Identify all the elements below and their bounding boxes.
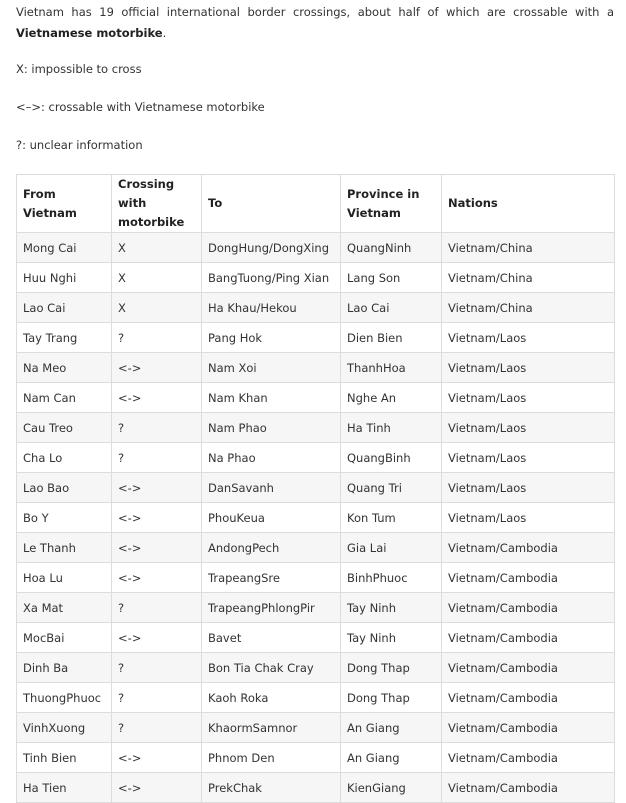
cell-to: Pang Hok	[202, 323, 341, 353]
header-to: To	[202, 175, 341, 233]
cell-province: Dong Thap	[341, 653, 442, 683]
table-row	[17, 653, 615, 683]
cell-from: Lao Bao	[17, 473, 112, 503]
table-row	[17, 503, 615, 533]
cell-nations: Vietnam/Cambodia	[442, 623, 615, 653]
cell-province: QuangBinh	[341, 443, 442, 473]
cell-province: Tay Ninh	[341, 623, 442, 653]
cell-crossing: ?	[112, 653, 202, 683]
cell-crossing: <->	[112, 743, 202, 773]
cell-from: MocBai	[17, 623, 112, 653]
table-row	[17, 683, 615, 713]
cell-from: Na Meo	[17, 353, 112, 383]
cell-crossing: X	[112, 233, 202, 263]
table-header-row	[17, 175, 615, 233]
cell-nations: Vietnam/China	[442, 263, 615, 293]
cell-to: Bon Tia Chak Cray	[202, 653, 341, 683]
cell-nations: Vietnam/China	[442, 233, 615, 263]
intro-text: Vietnam has 19 official international border crossings, about half of which are crossable with a	[16, 5, 614, 19]
cell-province: An Giang	[341, 743, 442, 773]
cell-province: Dien Bien	[341, 323, 442, 353]
table-row	[17, 443, 615, 473]
cell-from: Tay Trang	[17, 323, 112, 353]
legend-crossable: <–>: crossable with Vietnamese motorbike	[16, 100, 265, 114]
cell-from: Dinh Ba	[17, 653, 112, 683]
header-nations: Nations	[442, 175, 615, 233]
cell-nations: Vietnam/Cambodia	[442, 593, 615, 623]
intro-end: .	[162, 26, 167, 40]
cell-crossing: <->	[112, 773, 202, 803]
cell-province: Lang Son	[341, 263, 442, 293]
legend-unclear: ?: unclear information	[16, 138, 143, 152]
cell-province: KienGiang	[341, 773, 442, 803]
cell-nations: Vietnam/Laos	[442, 383, 615, 413]
table-row	[17, 353, 615, 383]
cell-from: Ha Tien	[17, 773, 112, 803]
cell-from: Huu Nghi	[17, 263, 112, 293]
table-row	[17, 233, 615, 263]
cell-nations: Vietnam/Laos	[442, 323, 615, 353]
cell-to: Bavet	[202, 623, 341, 653]
table-row	[17, 773, 615, 803]
cell-nations: Vietnam/Laos	[442, 413, 615, 443]
header-from-vietnam: From Vietnam	[17, 175, 112, 233]
table-row	[17, 713, 615, 743]
cell-from: ThuongPhuoc	[17, 683, 112, 713]
cell-to: BangTuong/Ping Xian	[202, 263, 341, 293]
cell-nations: Vietnam/Laos	[442, 503, 615, 533]
cell-to: Nam Khan	[202, 383, 341, 413]
cell-to: DanSavanh	[202, 473, 341, 503]
cell-province: ThanhHoa	[341, 353, 442, 383]
cell-from: Nam Can	[17, 383, 112, 413]
table-row	[17, 623, 615, 653]
cell-from: Cha Lo	[17, 443, 112, 473]
cell-crossing: <->	[112, 353, 202, 383]
cell-nations: Vietnam/China	[442, 293, 615, 323]
cell-province: Tay Ninh	[341, 593, 442, 623]
cell-province: Kon Tum	[341, 503, 442, 533]
cell-to: TrapeangSre	[202, 563, 341, 593]
cell-nations: Vietnam/Cambodia	[442, 713, 615, 743]
table-row	[17, 743, 615, 773]
cell-crossing: ?	[112, 713, 202, 743]
cell-from: Tinh Bien	[17, 743, 112, 773]
table-row	[17, 593, 615, 623]
cell-crossing: X	[112, 263, 202, 293]
intro-bold-text: Vietnamese motorbike	[16, 26, 163, 40]
border-crossings-table	[16, 174, 615, 803]
cell-nations: Vietnam/Cambodia	[442, 773, 615, 803]
cell-province: Nghe An	[341, 383, 442, 413]
cell-crossing: ?	[112, 443, 202, 473]
header-crossing-with-motorbike: Crossing with motorbike	[112, 175, 202, 233]
table-row	[17, 293, 615, 323]
cell-nations: Vietnam/Laos	[442, 353, 615, 383]
cell-to: Nam Xoi	[202, 353, 341, 383]
cell-province: Quang Tri	[341, 473, 442, 503]
cell-crossing: X	[112, 293, 202, 323]
cell-crossing: <->	[112, 533, 202, 563]
cell-province: QuangNinh	[341, 233, 442, 263]
table-row	[17, 263, 615, 293]
cell-to: PhouKeua	[202, 503, 341, 533]
table-row	[17, 563, 615, 593]
table-row	[17, 383, 615, 413]
cell-crossing: <->	[112, 503, 202, 533]
cell-crossing: <->	[112, 623, 202, 653]
cell-nations: Vietnam/Laos	[442, 443, 615, 473]
cell-to: Nam Phao	[202, 413, 341, 443]
cell-province: Gia Lai	[341, 533, 442, 563]
cell-province: Ha Tinh	[341, 413, 442, 443]
table-row	[17, 533, 615, 563]
cell-to: TrapeangPhlongPir	[202, 593, 341, 623]
legend-impossible: X: impossible to cross	[16, 62, 142, 76]
cell-crossing: <->	[112, 383, 202, 413]
cell-from: VinhXuong	[17, 713, 112, 743]
cell-to: PrekChak	[202, 773, 341, 803]
cell-province: Dong Thap	[341, 683, 442, 713]
cell-to: Phnom Den	[202, 743, 341, 773]
cell-nations: Vietnam/Cambodia	[442, 683, 615, 713]
cell-crossing: ?	[112, 413, 202, 443]
cell-from: Hoa Lu	[17, 563, 112, 593]
cell-province: Lao Cai	[341, 293, 442, 323]
cell-nations: Vietnam/Cambodia	[442, 743, 615, 773]
cell-nations: Vietnam/Laos	[442, 473, 615, 503]
cell-crossing: ?	[112, 323, 202, 353]
table-row	[17, 473, 615, 503]
cell-from: Xa Mat	[17, 593, 112, 623]
cell-province: BinhPhuoc	[341, 563, 442, 593]
cell-province: An Giang	[341, 713, 442, 743]
intro-paragraph	[16, 2, 614, 44]
cell-crossing: <->	[112, 473, 202, 503]
cell-crossing: ?	[112, 683, 202, 713]
cell-to: KhaormSamnor	[202, 713, 341, 743]
cell-from: Mong Cai	[17, 233, 112, 263]
cell-to: DongHung/DongXing	[202, 233, 341, 263]
cell-crossing: <->	[112, 563, 202, 593]
cell-to: Ha Khau/Hekou	[202, 293, 341, 323]
cell-to: AndongPech	[202, 533, 341, 563]
cell-nations: Vietnam/Cambodia	[442, 653, 615, 683]
cell-from: Cau Treo	[17, 413, 112, 443]
cell-to: Na Phao	[202, 443, 341, 473]
table-row	[17, 323, 615, 353]
cell-nations: Vietnam/Cambodia	[442, 533, 615, 563]
cell-nations: Vietnam/Cambodia	[442, 563, 615, 593]
cell-from: Bo Y	[17, 503, 112, 533]
header-province: Province in Vietnam	[341, 175, 442, 233]
cell-to: Kaoh Roka	[202, 683, 341, 713]
table-body	[17, 233, 615, 803]
cell-from: Lao Cai	[17, 293, 112, 323]
table-row	[17, 413, 615, 443]
cell-crossing: ?	[112, 593, 202, 623]
cell-from: Le Thanh	[17, 533, 112, 563]
